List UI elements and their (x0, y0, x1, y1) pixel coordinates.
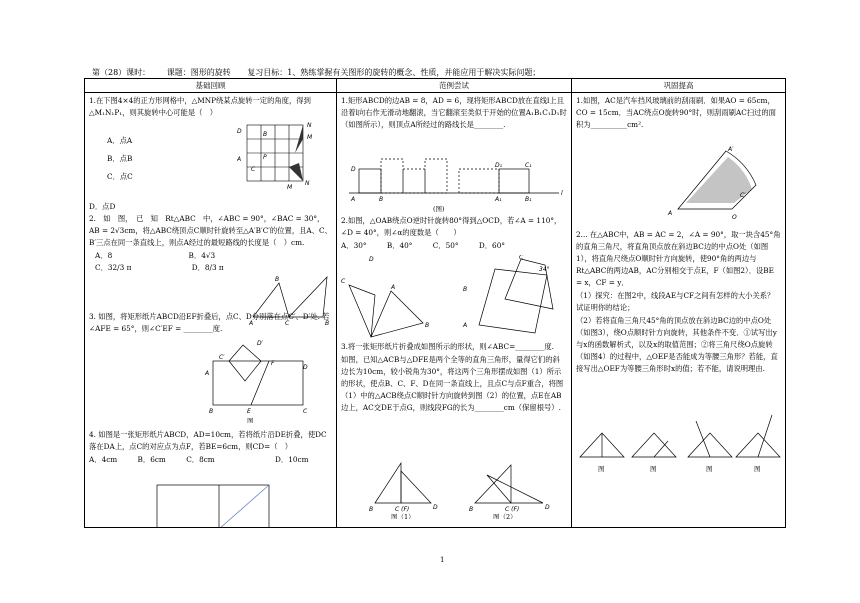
svg-text:B: B (369, 506, 374, 513)
rolling-rectangle-figure (349, 151, 569, 213)
svg-text:M: M (307, 134, 313, 141)
svg-text:D′: D′ (257, 340, 263, 347)
question-2-part-2: （2）若将直角三角尺45°角的顶点放在斜边BC边的中点O处（如图3），绕O点顺时针方向旋转，其他条件不变．①试写出y与x的函数解析式，以及x的取值范围；②将三角尺绕O点旋转（如图4）的过程中，△OEF是否能成为等腰三角形？若能，直接写出△OEF为等腰三角形时x的值；若不能，请说明理由. (576, 316, 778, 373)
svg-text:A: A (391, 284, 396, 291)
option-c: C．32/3 π (95, 263, 132, 272)
option-a: A．点A (107, 136, 133, 145)
svg-text:C′: C′ (740, 192, 746, 199)
svg-text:N: N (305, 180, 310, 187)
svg-text:N: N (307, 122, 312, 129)
folded-paper-figure (459, 255, 569, 341)
question-2-options (341, 240, 567, 252)
svg-text:C: C (519, 255, 524, 261)
svg-text:B: B (425, 322, 430, 329)
svg-text:A′: A′ (728, 146, 734, 153)
svg-text:M: M (287, 184, 293, 191)
svg-text:D: D (351, 166, 356, 173)
svg-text:B: B (209, 408, 214, 415)
figure-caption: (图) (433, 205, 445, 213)
question-2-part-1: （1）探究：在图2中，线段AE与CF之间有怎样的大小关系？试证明你的结论； (576, 291, 775, 312)
svg-text:D: D (303, 364, 308, 371)
lesson-number: 第（28）课时： (92, 68, 151, 77)
question-2-text: 2.如图，△OAB绕点O逆时针旋转80°得到△OCD，若∠A = 110°，∠D = 40°，则∠α的度数是（ ） (341, 216, 562, 237)
svg-text:B: B (379, 196, 384, 203)
svg-text:C: C (285, 320, 290, 327)
svg-text:B₁: B₁ (525, 196, 532, 203)
svg-text:D: D (545, 504, 550, 511)
question-1-text: 1.在下图4×4的正方形网格中，△MNP绕某点旋转一定的角度，得到△M₁N₁P₁，则其旋转中心可能是（ ） (89, 96, 311, 117)
svg-text:D: D (237, 128, 242, 135)
svg-text:F: F (271, 360, 275, 367)
option-d: D．点D (89, 202, 116, 211)
lesson-topic: 课题：图形的旋转 (166, 68, 231, 77)
svg-text:A: A (249, 320, 254, 327)
figure-2-caption: 图（2） (493, 513, 517, 519)
option-b: B．6cm (137, 455, 166, 464)
option-d: D．8/3 π (191, 263, 224, 272)
question-4-text: 如图，已知△ACB与△DFE是两个全等的直角三角形，量得它们的斜边长为10cm，较小锐角为30°，将这两个三角形摆成如图（1）所示的形状，使点B、C、F、D在同一条直线上，且点C与点F重合，将图（1）中的△ACB绕点C顺时针方向旋转到图（2）的位置，点E在AB边上，AC交DE于点G，则线段FG的长为________cm（保留根号）. (341, 355, 564, 412)
option-a: A．30° (341, 241, 367, 250)
svg-text:B: B (275, 276, 280, 283)
figure-1-caption: 图（1） (391, 513, 415, 519)
svg-text:l: l (561, 190, 563, 197)
figure-caption: 图 (598, 465, 605, 473)
option-c: C．点C (107, 172, 133, 181)
page-header (92, 67, 792, 78)
svg-text:C: C (251, 166, 256, 173)
column-consolidate (572, 93, 785, 527)
rectangle-fold-figure: B EC (149, 481, 279, 527)
folded-rectangle-figure (199, 339, 309, 423)
column-header-examples: 范例尝试 (337, 79, 571, 93)
question-2-text: 2... 在△ABC中，AB = AC = 2，∠A = 90°，取一块含45°角的直角三角尺，将直角顶点放在斜边BC边的中点O处（如图1），将直角尺绕点O顺时针方向旋转，使90°角的两边与Rt△ABC的两边AB，AC分别相交于点E，F（如图2）．设BE = x，CF = y． (576, 230, 781, 287)
triangle-rotation-figures (576, 411, 782, 481)
svg-text:D₁: D₁ (495, 162, 503, 169)
svg-text:O: O (732, 214, 737, 221)
svg-text:B: B (463, 286, 468, 293)
figure-caption: 图 (706, 465, 713, 473)
svg-text:A: A (351, 196, 356, 203)
figure-caption: 图 (754, 465, 761, 473)
column-examples (337, 93, 571, 527)
question-3-text: 3.将一张矩形纸片折叠成如图所示的形状，则∠ABC=________度. (341, 342, 554, 351)
svg-text:B: B (325, 320, 330, 327)
worksheet-table (84, 78, 786, 537)
svg-text:A: A (237, 156, 242, 163)
svg-text:C: C (341, 278, 346, 285)
svg-text:B: B (263, 131, 268, 138)
question-1-options (107, 135, 133, 183)
question-2-options (89, 250, 332, 274)
svg-text:C (F): C (F) (505, 506, 520, 513)
question-1-text: 1.如图，AC是汽车挡风玻璃前的刮雨刷．如果AO = 65cm，CO = 15cm．当AC绕点O旋转90°时，则刮雨刷AC扫过的面积为__________cm². (576, 96, 776, 129)
option-c: C．50° (432, 241, 459, 250)
column-header-basic: 基础回顾 (85, 79, 336, 93)
question-4-text: 4. 如图是一张矩形纸片ABCD，AD=10cm，若将纸片沿DE折叠，使DC落在DA上，点C的对应点为点F，若BE=6cm，则CD=（ ） (89, 430, 327, 451)
svg-text:A₁: A₁ (495, 196, 502, 203)
svg-text:E: E (247, 408, 251, 415)
column-header-consolidate: 巩固提高 (572, 79, 785, 93)
svg-text:A: A (463, 322, 468, 329)
svg-text:A: A (205, 370, 210, 377)
grid-figure (237, 119, 336, 191)
page-number: 1 (440, 556, 445, 564)
right-triangles-figure (361, 461, 561, 519)
option-d: D．60° (478, 241, 505, 250)
review-goal: 复习目标：1、熟练掌握有关图形的旋转的概念、性质，并能应用于解决实际问题； (247, 68, 541, 77)
option-c: C．8cm (186, 455, 215, 464)
svg-text:34°: 34° (539, 266, 550, 273)
svg-text:C (F): C (F) (395, 506, 410, 513)
wiper-figure (656, 145, 776, 229)
option-b: B．40° (386, 241, 413, 250)
svg-text:P: P (263, 154, 267, 161)
option-a: A．8 (95, 251, 113, 260)
question-4-options (89, 454, 332, 466)
option-b: B．点B (107, 154, 133, 163)
svg-text:D: D (369, 256, 374, 263)
svg-text:D: D (433, 504, 438, 511)
option-d: D．10cm (275, 455, 309, 464)
rotation-figure (341, 255, 437, 341)
question-3-text: 3. 如图，将矩形纸片ABCD沿EF折叠后，点C、D分别落在点C′、D′处. 若∠AFE = 65°，则∠C′EF = ________度. (89, 312, 330, 333)
svg-text:C: C (303, 408, 308, 415)
svg-text:A: A (668, 210, 673, 217)
option-a: A．4cm (89, 455, 118, 464)
svg-text:C₁: C₁ (525, 162, 532, 169)
option-b: B．4√3 (188, 251, 216, 260)
column-basic-review (85, 93, 336, 537)
question-2-text: 2. 如 图， 已 知 Rt△ABC 中，∠ABC = 90°，∠BAC = 30°，AB = 2√3cm，将△ABC绕顶点C顺时针旋转至△A′B′C′的位置，且A、C、B′三点在同一条直线上，则点A经过的最短路线的长度是（ ）cm. (89, 214, 332, 247)
svg-text:图: 图 (247, 417, 254, 423)
svg-text:B: B (469, 506, 474, 513)
figure-caption: 图 (650, 465, 657, 473)
question-1-text: 1.矩形ABCD的边AB = 8，AD = 6，现将矩形ABCD放在直线l上且沿着l向右作无滑动地翻滚，当它翻滚至类似于开始的位置A₁B₁C₁D₁时（如图所示），则顶点A所经过的路线长是________. (341, 96, 567, 129)
svg-text:C′: C′ (219, 354, 225, 361)
